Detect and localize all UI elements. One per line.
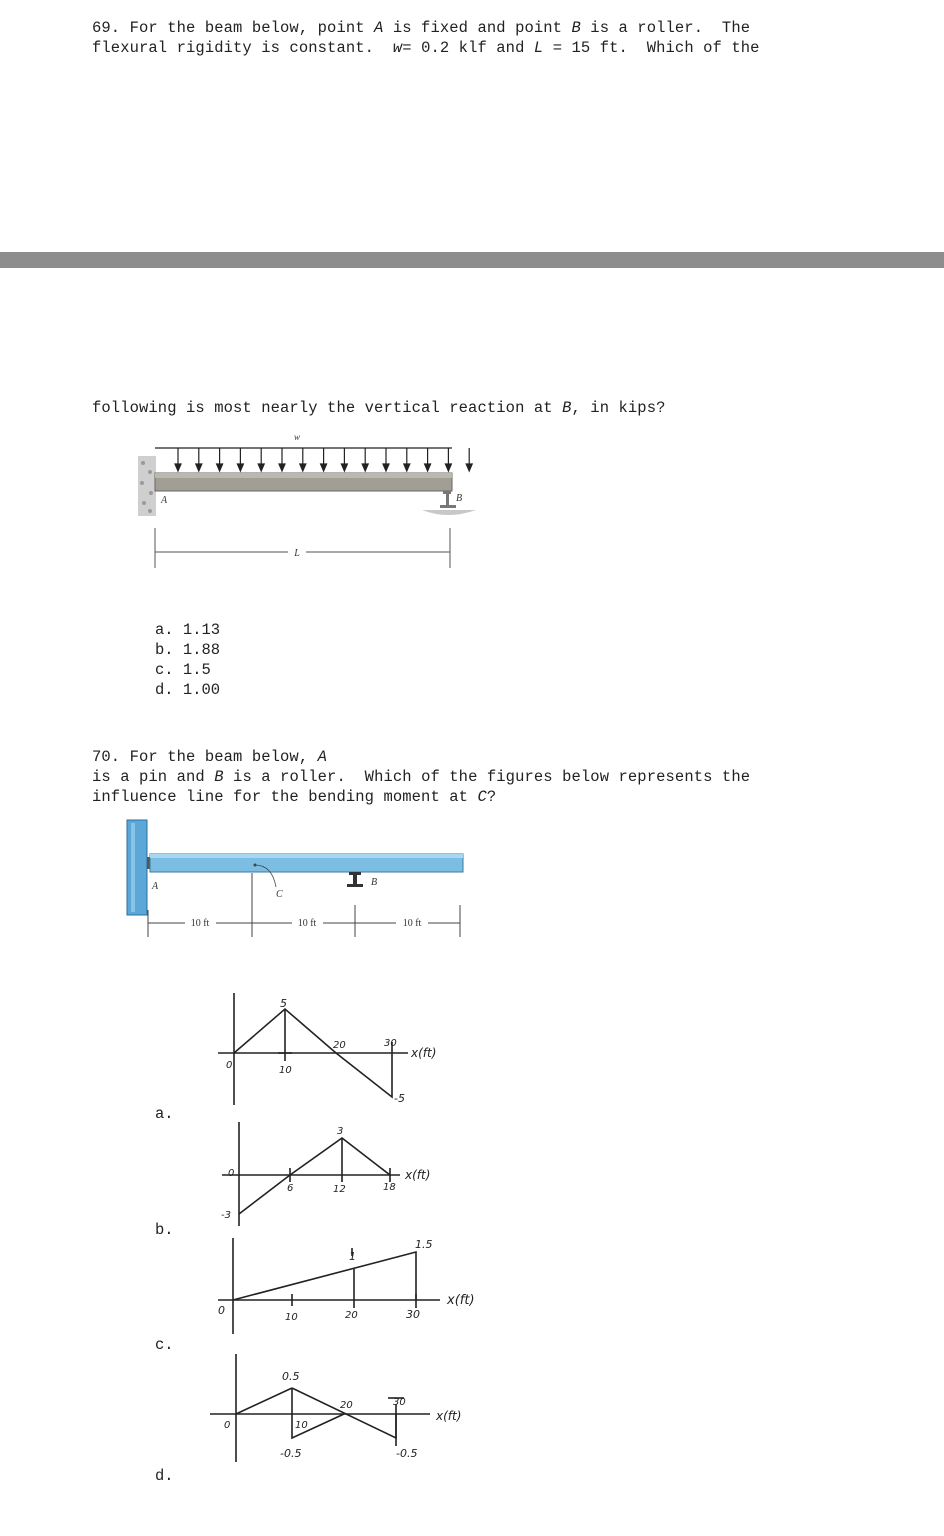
load-arrow-head [341,464,347,471]
support-b-label: B [456,493,463,504]
graph-c-axis: x(ft) [447,1293,475,1308]
load-arrow-head [175,464,181,471]
graph-d-x2: 20 [340,1400,353,1411]
support-a-label: A [152,881,159,892]
load-arrow-head [445,464,451,471]
graph-a-origin: 0 [226,1060,233,1071]
load-arrow-head [196,464,202,471]
graph-b-x3: 18 [383,1182,396,1193]
load-arrow-head [279,464,285,471]
q70-beam-figure [0,815,944,945]
page-break-divider [0,252,944,268]
roller-support [349,872,361,875]
q69-beam-figure [0,428,944,578]
q70-option-b[interactable]: b. [155,1221,174,1239]
graph-b-origin: 0 [228,1168,235,1179]
q69-line-2: flexural rigidity is constant. w= 0.2 klf and L = 15 ft. Which of the [92,39,760,57]
load-arrow-head [466,464,472,471]
support-a-label: A [161,495,168,506]
graph-b-peak: 3 [337,1126,344,1137]
graph-b [0,1118,944,1228]
graph-a-x1: 10 [279,1065,292,1076]
graph-d-neg1: -0.5 [280,1447,302,1460]
graph-c-x2: 20 [345,1310,358,1321]
graph-d-origin: 0 [224,1420,231,1431]
q70-line-1: 70. For the beam below, A [92,748,328,766]
graph-d-x3: 30 [393,1397,406,1408]
graph-a-axis: x(ft) [411,1046,437,1060]
pin-wall [127,820,147,915]
q69-option-c[interactable]: c. 1.5 [155,661,211,679]
graph-d-axis: x(ft) [436,1409,462,1423]
load-arrow-head [425,464,431,471]
load-arrow-head [258,464,264,471]
q69-option-a[interactable]: a. 1.13 [155,621,221,639]
fixed-wall [138,456,156,516]
load-arrow-head [362,464,368,471]
graph-a-x2: 20 [333,1040,346,1051]
load-arrow-head [217,464,223,471]
q69-line-3: following is most nearly the vertical reaction at B, in kips? [92,399,666,417]
graph-d-pos: 0.5 [282,1370,300,1383]
q69-option-b[interactable]: b. 1.88 [155,641,221,659]
q70-line-3: influence line for the bending moment at C? [92,788,497,806]
graph-d-neg2: -0.5 [396,1447,418,1460]
graph-b-neg: -3 [221,1210,231,1221]
dim-3: 10 ft [402,918,422,929]
load-arrow-head [237,464,243,471]
roller-support [443,491,451,494]
graph-c-mid: 1 [349,1250,356,1263]
graph-c-origin: 0 [218,1304,225,1317]
load-arrow-head [404,464,410,471]
load-arrow-head [383,464,389,471]
graph-c-x3: 30 [406,1308,420,1321]
graph-c-end: 1.5 [415,1238,433,1251]
graph-d-x1: 10 [295,1420,308,1431]
q69-option-d[interactable]: d. 1.00 [155,681,221,699]
span-label: L [294,548,300,559]
graph-c [0,1232,944,1342]
graph-a-peak: 5 [280,997,287,1010]
graph-a [0,990,944,1110]
point-c-label: C [276,889,283,900]
q70-line-2: is a pin and B is a roller. Which of the figures below represents the [92,768,751,786]
graph-b-x1: 6 [287,1183,294,1194]
graph-a-neg: -5 [394,1092,405,1105]
graph-b-axis: x(ft) [405,1168,431,1182]
q69-line-1: 69. For the beam below, point A is fixed and point B is a roller. The [92,19,751,37]
q70-option-a[interactable]: a. [155,1105,174,1123]
load-arrow-head [321,464,327,471]
graph-d [0,1350,944,1465]
graph-c-x1: 10 [285,1312,298,1323]
dim-2: 10 ft [297,918,317,929]
graph-b-x2: 12 [333,1184,346,1195]
graph-a-x3: 30 [384,1038,397,1049]
dim-1: 10 ft [190,918,210,929]
support-b-label: B [371,877,378,888]
q70-option-d[interactable]: d. [155,1467,174,1485]
load-arrow-head [300,464,306,471]
q70-option-c[interactable]: c. [155,1336,174,1354]
load-label: w [293,432,301,442]
